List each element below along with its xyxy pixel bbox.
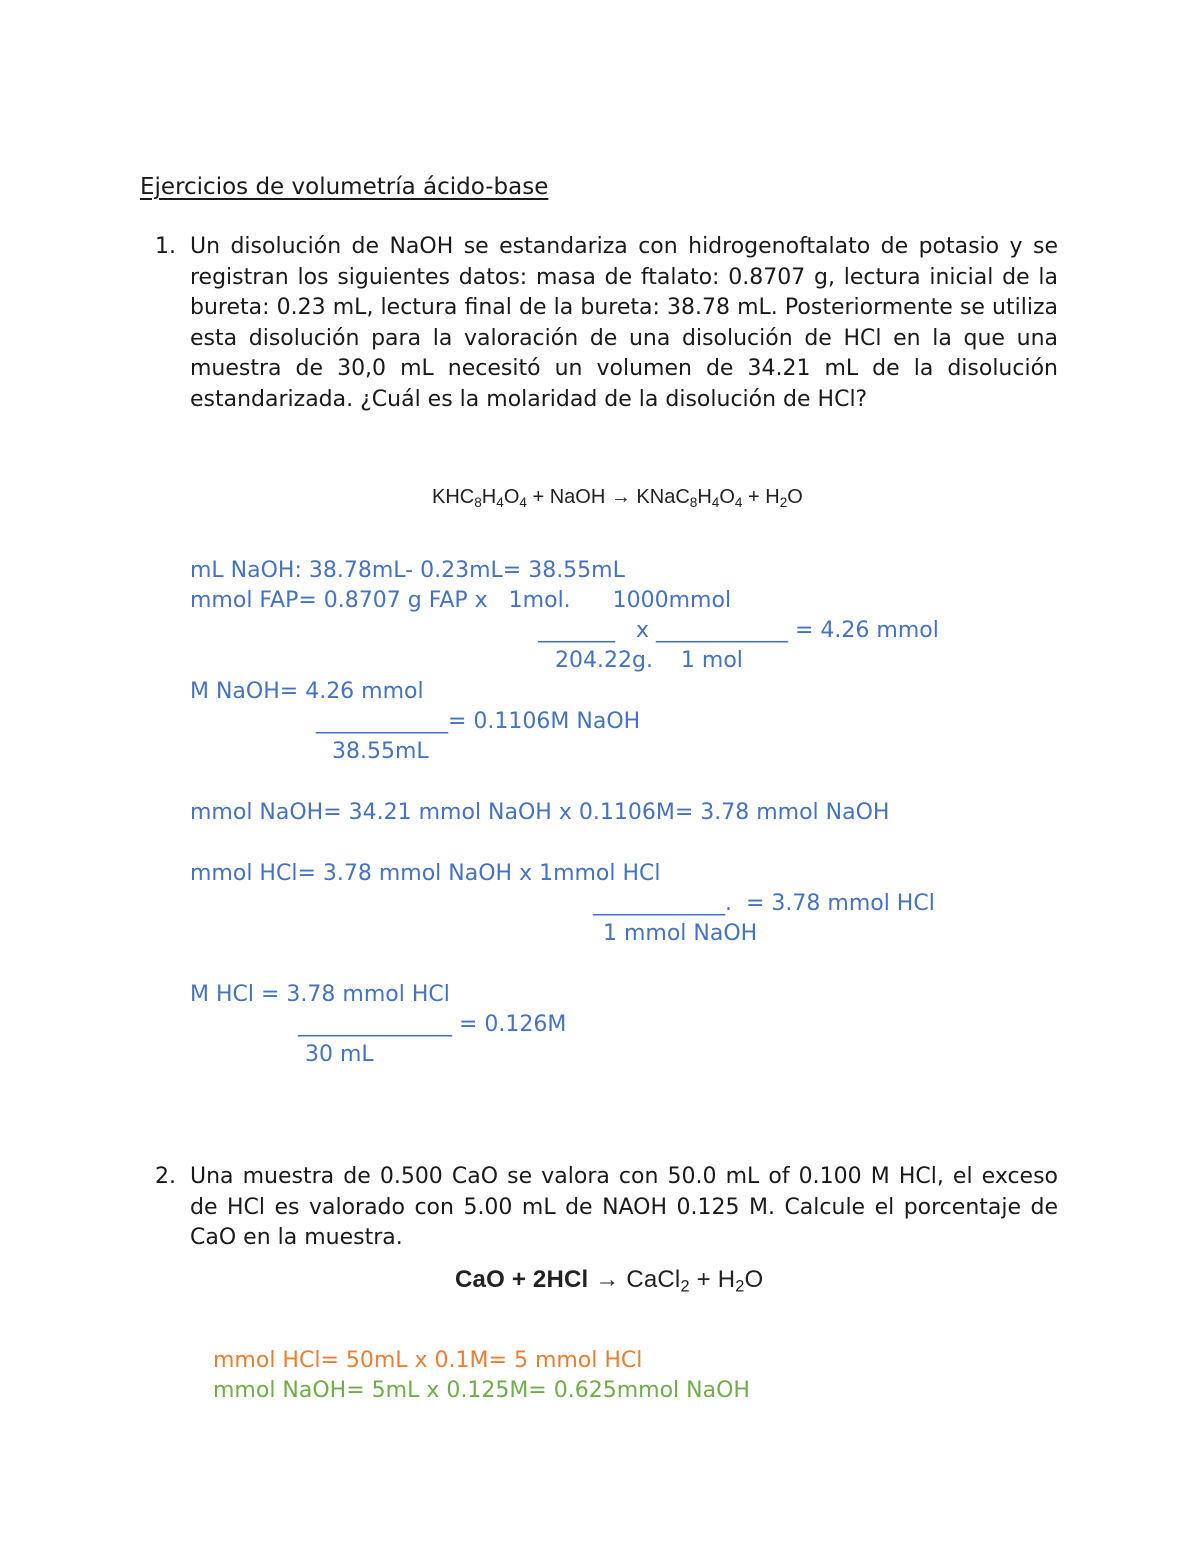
solution-line: _______ x ____________ = 4.26 mmol [538, 618, 939, 643]
eq1-p1-h: H [697, 486, 712, 508]
eq2-arrow: → [595, 1266, 620, 1293]
solution-line: mmol FAP= 0.8707 g FAP x 1mol. 1000mmol [190, 588, 732, 613]
solution-line: mmol HCl= 3.78 mmol NaOH x 1mmol HCl [190, 861, 661, 886]
eq1-sub: 4 [496, 494, 504, 510]
eq2-o: O [744, 1266, 764, 1293]
solution-line-orange: mmol HCl= 50mL x 0.1M= 5 mmol HCl [213, 1348, 643, 1373]
eq1-r1-h: H [481, 486, 497, 508]
solution-line-green: mmol NaOH= 5mL x 0.125M= 0.625mmol NaOH [213, 1378, 750, 1403]
eq1-p1: KNaC [636, 486, 690, 508]
solution-line: ____________= 0.1106M NaOH [316, 709, 641, 734]
eq1-sub: 4 [711, 494, 720, 510]
eq1-plus-h: + H [742, 486, 780, 508]
solution-line: 30 mL [305, 1042, 374, 1067]
problem-2-number: 2. [155, 1164, 176, 1189]
solution-line: 38.55mL [332, 739, 429, 764]
solution-line: 1 mmol NaOH [603, 921, 758, 946]
problem-1-number: 1. [155, 234, 176, 259]
eq1-plus-naoh: + NaOH → [526, 486, 637, 508]
solution-line: M NaOH= 4.26 mmol [190, 679, 424, 704]
solution-line: mmol NaOH= 34.21 mmol NaOH x 0.1106M= 3.78 mmol NaOH [190, 800, 890, 825]
eq2-sub: 2 [735, 1277, 745, 1296]
solution-line: ____________. = 3.78 mmol HCl [593, 891, 935, 916]
solution-line: mL NaOH: 38.78mL- 0.23mL= 38.55mL [190, 558, 625, 583]
solution-line: ______________ = 0.126M [298, 1012, 567, 1037]
problem-1-statement: Un disolución de NaOH se estandariza con hidrogenoftalato de potasio y se registran los siguientes datos: masa de ftalato: 0.8707 g, lectura inicial de la bureta: 0.23 mL, lectura final de la bureta: 38.78 mL. Posteriormente se utiliza esta disolución para la valoración de una disolución de HCl en la que una muestra de 30,0 mL necesitó un volumen de 34.21 mL de la disolución estandarizada. ¿Cuál es la molaridad de la disolución de HCl? [190, 234, 1058, 412]
eq1-sub: 4 [734, 494, 743, 510]
eq1-r1-o: O [503, 486, 520, 508]
eq1-p1-o: O [719, 486, 735, 508]
problem-2-equation [455, 1266, 763, 1294]
eq1-sub: 8 [689, 494, 698, 510]
eq2-sub: 2 [680, 1277, 690, 1296]
eq1-sub: 4 [519, 494, 527, 510]
solution-line: 204.22g. 1 mol [555, 648, 743, 673]
eq1-sub: 2 [779, 494, 788, 510]
eq1-o: O [787, 486, 803, 508]
problem-1-equation [432, 486, 803, 509]
eq2-cacl: CaCl [619, 1266, 681, 1293]
eq1-sub: 8 [474, 494, 482, 510]
eq1-r1: KHC [432, 486, 475, 508]
problem-2-statement: Una muestra de 0.500 CaO se valora con 50.0 mL of 0.100 M HCl, el exceso de HCl es valorado con 5.00 mL de NAOH 0.125 M. Calcule el porcentaje de CaO en la muestra. [190, 1164, 1058, 1250]
eq2-plus-h: + H [689, 1266, 736, 1293]
eq2-reactants: CaO + 2HCl [455, 1266, 596, 1293]
page-title: Ejercicios de volumetría ácido-base [140, 174, 549, 200]
solution-line: M HCl = 3.78 mmol HCl [190, 982, 450, 1007]
